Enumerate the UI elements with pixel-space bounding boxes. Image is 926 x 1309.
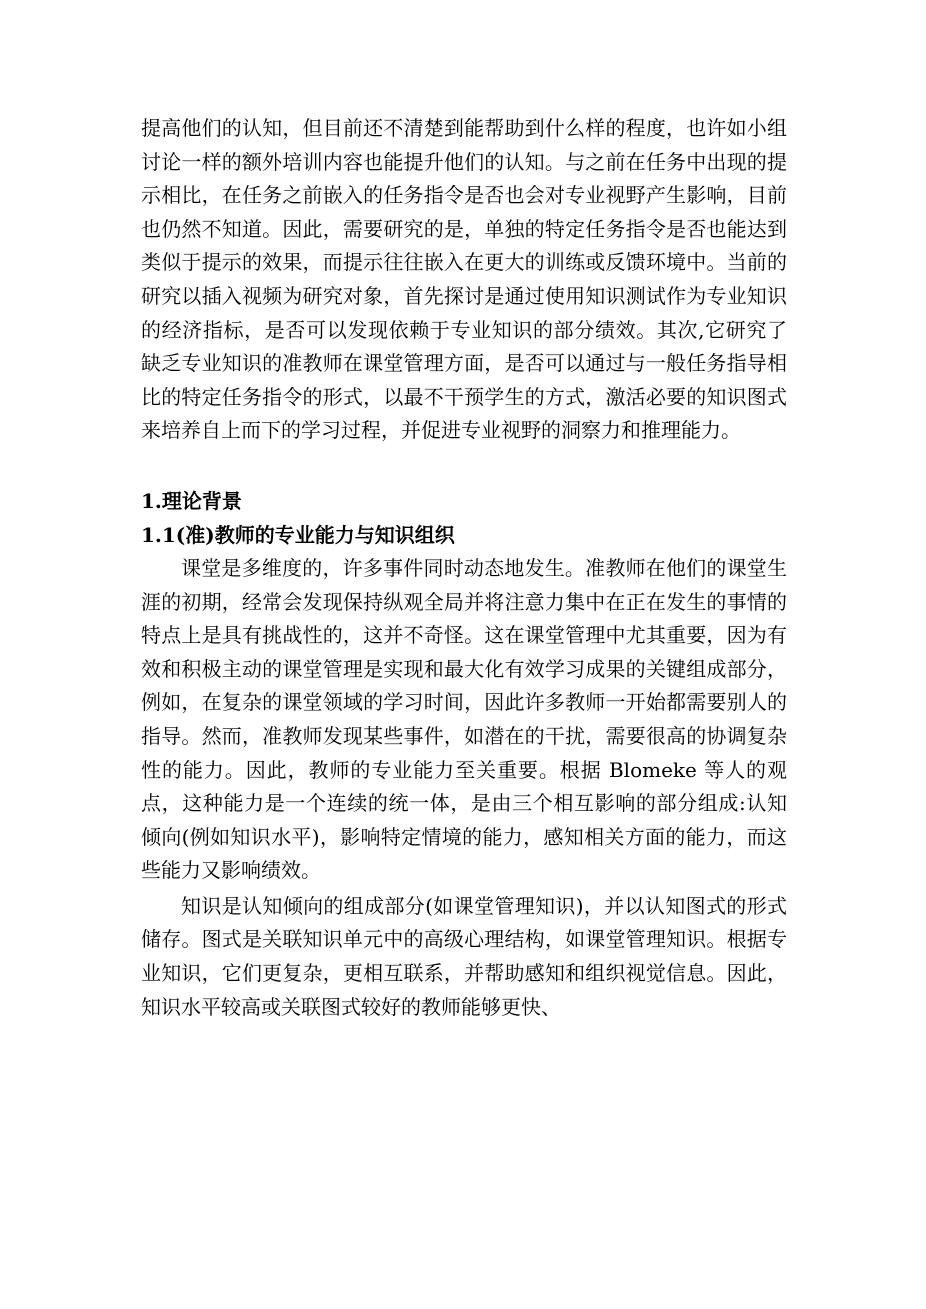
document-body <box>141 112 787 1024</box>
body-paragraph-2: 知识是认知倾向的组成部分(如课堂管理知识)，并以认知图式的形式储存。图式是关联知识单元中的高级心理结构，如课堂管理知识。根据专业知识，它们更复杂，更相互联系，并帮助感知和组织视觉信息。因此，知识水平较高或关联图式较好的教师能够更快、 <box>141 893 787 1019</box>
body-paragraph-1: 课堂是多维度的，许多事件同时动态地发生。准教师在他们的课堂生涯的初期，经常会发现保持纵观全局并将注意力集中在正在发生的事情的特点上是具有挑战性的，这并不奇怪。这在课堂管理中尤其重要，因为有效和积极主动的课堂管理是实现和最大化有效学习成果的关键组成部分，例如，在复杂的课堂领域的学习时间，因此许多教师一开始都需要别人的指导。然而，准教师发现某些事件，如潜在的干扰，需要很高的协调复杂性的能力。因此，教师的专业能力至关重要。根据 Blomeke 等人的观点，这种能力是一个连续的统一体，是由三个相互影响的部分组成:认知倾向(例如知识水平)，影响特定情境的能力，感知相关方面的能力，而这些能力又影响绩效。 <box>141 555 787 883</box>
section-spacer <box>141 448 787 484</box>
subsection-heading: 1.1(准)教师的专业能力与知识组织 <box>141 522 455 547</box>
intro-paragraph: 提高他们的认知，但目前还不清楚到能帮助到什么样的程度，也许如小组讨论一样的额外培训内容也能提升他们的认知。与之前在任务中出现的提示相比，在任务之前嵌入的任务指令是否也会对专业视野产生影响，目前也仍然不知道。因此，需要研究的是，单独的特定任务指令是否也能达到类似于提示的效果，而提示往往嵌入在更大的训练或反馈环境中。当前的研究以插入视频为研究对象，首先探讨是通过使用知识测试作为专业知识的经济指标，是否可以发现依赖于专业知识的部分绩效。其次,它研究了缺乏专业知识的准教师在课堂管理方面，是否可以通过与一般任务指导相比的特定任务指令的形式，以最不干预学生的方式，激活必要的知识图式来培养自上而下的学习过程，并促进专业视野的洞察力和推理能力。 <box>141 116 787 443</box>
section-heading: 1.理论背景 <box>141 488 242 513</box>
